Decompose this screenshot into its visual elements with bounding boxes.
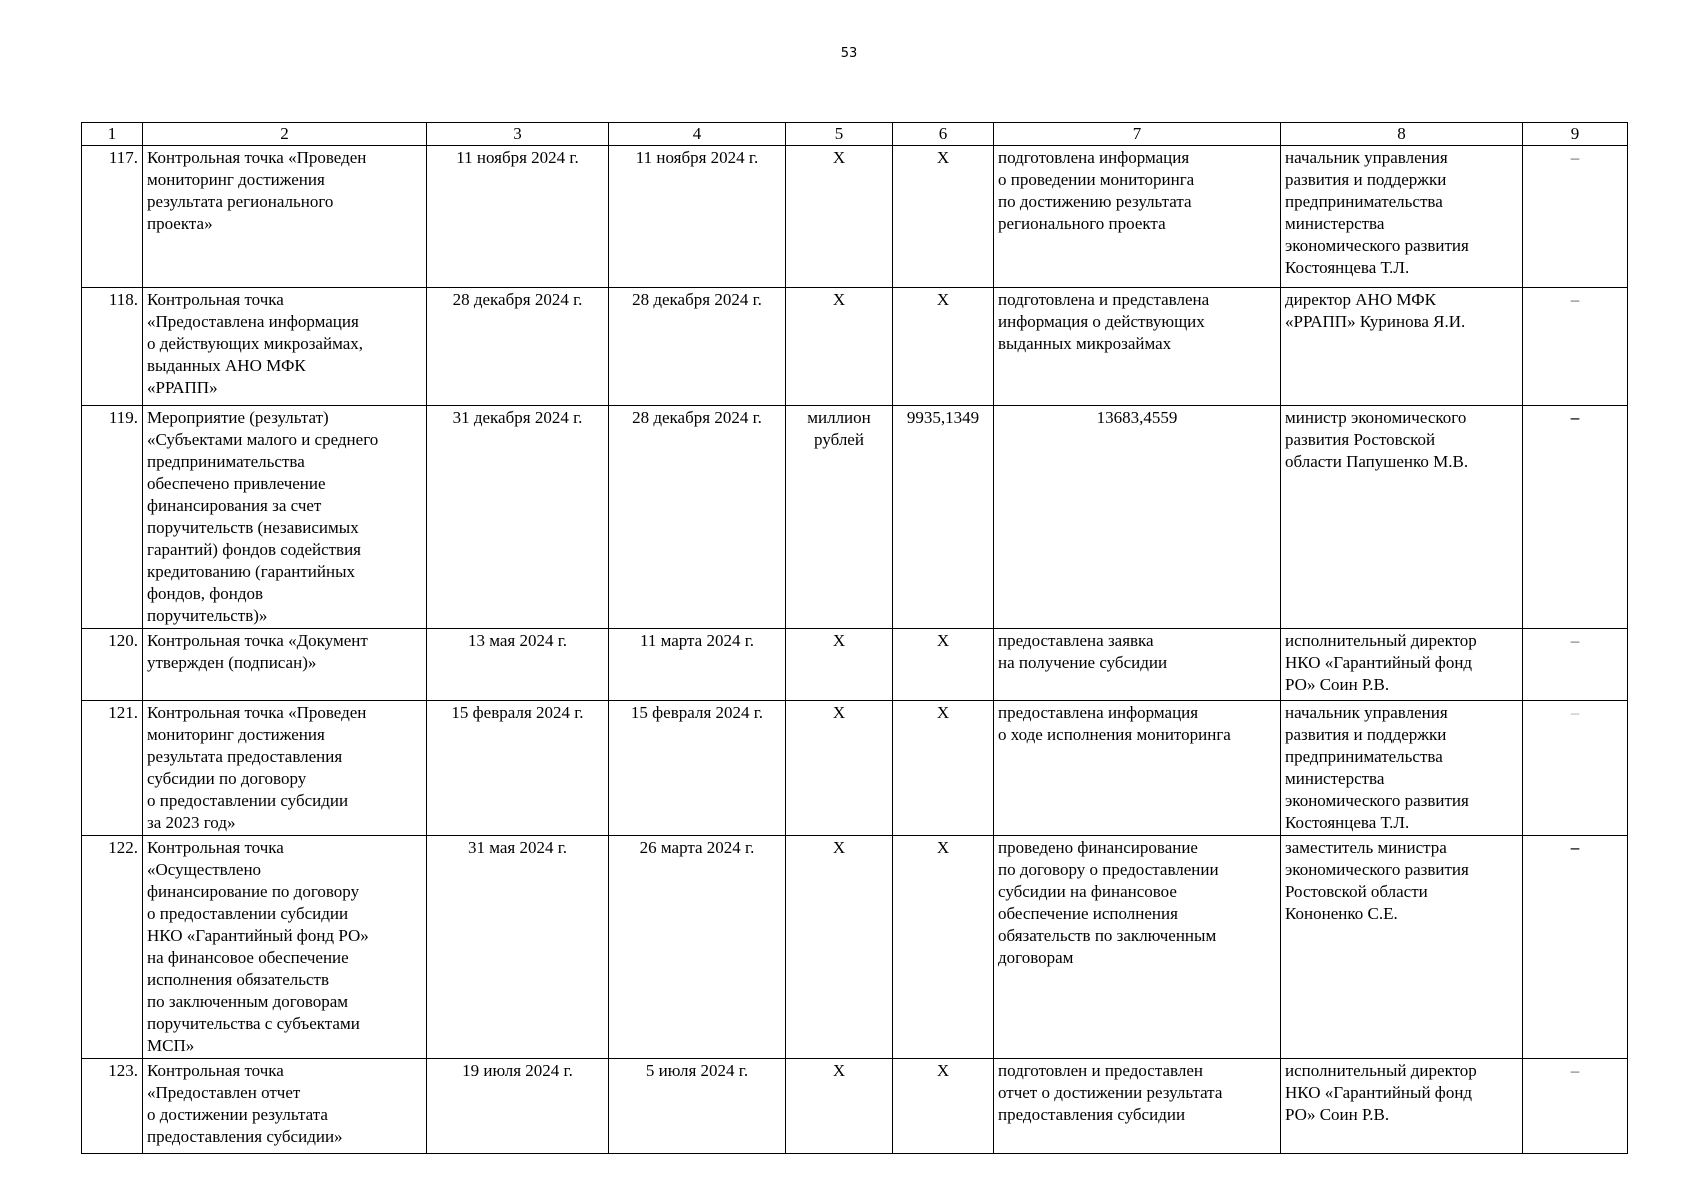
dash-mark: – bbox=[1570, 838, 1580, 857]
row-number: 117. bbox=[82, 146, 143, 288]
column-number: 1 bbox=[82, 123, 143, 146]
planned-date: 15 февраля 2024 г. bbox=[427, 701, 609, 836]
responsible-cell: исполнительный директор НКО «Гарантийный фонд РО» Соин Р.В. bbox=[1281, 1059, 1523, 1154]
item-name: Контрольная точка «Осуществлено финансирование по договору о предоставлении субсидии НКО «Гарантийный фонд РО» на финансовое обеспечение исполнения обязательств по заключенным договорам поручительства с субъектами МСП» bbox=[143, 836, 427, 1059]
plan-table bbox=[81, 122, 1628, 1154]
result-cell: предоставлена заявка на получение субсидии bbox=[994, 629, 1281, 701]
planned-date: 13 мая 2024 г. bbox=[427, 629, 609, 701]
column-number: 6 bbox=[893, 123, 994, 146]
unit-cell: X bbox=[786, 701, 893, 836]
responsible-cell: министр экономического развития Ростовской области Папушенко М.В. bbox=[1281, 406, 1523, 629]
planned-date: 19 июля 2024 г. bbox=[427, 1059, 609, 1154]
table-row bbox=[82, 406, 1628, 629]
column-number: 9 bbox=[1523, 123, 1628, 146]
unit-cell: X bbox=[786, 146, 893, 288]
column-number: 8 bbox=[1281, 123, 1523, 146]
actual-date: 11 марта 2024 г. bbox=[609, 629, 786, 701]
result-cell: подготовлен и предоставлен отчет о достижении результата предоставления субсидии bbox=[994, 1059, 1281, 1154]
row-number: 118. bbox=[82, 288, 143, 406]
actual-date: 5 июля 2024 г. bbox=[609, 1059, 786, 1154]
dash-mark: – bbox=[1570, 290, 1580, 309]
planned-date: 31 мая 2024 г. bbox=[427, 836, 609, 1059]
planned-date: 11 ноября 2024 г. bbox=[427, 146, 609, 288]
column-number: 3 bbox=[427, 123, 609, 146]
responsible-cell: заместитель министра экономического развития Ростовской области Кононенко С.Е. bbox=[1281, 836, 1523, 1059]
note-cell bbox=[1523, 1059, 1628, 1154]
note-cell bbox=[1523, 146, 1628, 288]
planned-date: 28 декабря 2024 г. bbox=[427, 288, 609, 406]
item-name: Контрольная точка «Предоставлен отчет о достижении результата предоставления субсидии» bbox=[143, 1059, 427, 1154]
note-cell bbox=[1523, 701, 1628, 836]
unit-cell: миллион рублей bbox=[786, 406, 893, 629]
note-cell bbox=[1523, 406, 1628, 629]
unit-cell: X bbox=[786, 836, 893, 1059]
value-cell: X bbox=[893, 1059, 994, 1154]
item-name: Контрольная точка «Предоставлена информация о действующих микрозаймах, выданных АНО МФК «РРАПП» bbox=[143, 288, 427, 406]
result-cell: подготовлена и представлена информация о действующих выданных микрозаймах bbox=[994, 288, 1281, 406]
unit-cell: X bbox=[786, 629, 893, 701]
page-number: 53 bbox=[840, 46, 858, 61]
row-number: 120. bbox=[82, 629, 143, 701]
value-cell: 9935,1349 bbox=[893, 406, 994, 629]
row-number: 123. bbox=[82, 1059, 143, 1154]
result-cell: 13683,4559 bbox=[994, 406, 1281, 629]
dash-mark: – bbox=[1570, 408, 1580, 427]
planned-date: 31 декабря 2024 г. bbox=[427, 406, 609, 629]
value-cell: X bbox=[893, 701, 994, 836]
row-number: 119. bbox=[82, 406, 143, 629]
value-cell: X bbox=[893, 288, 994, 406]
value-cell: X bbox=[893, 836, 994, 1059]
column-number-row bbox=[82, 123, 1628, 146]
note-cell bbox=[1523, 288, 1628, 406]
column-number: 2 bbox=[143, 123, 427, 146]
actual-date: 28 декабря 2024 г. bbox=[609, 288, 786, 406]
result-cell: предоставлена информация о ходе исполнения мониторинга bbox=[994, 701, 1281, 836]
value-cell: X bbox=[893, 146, 994, 288]
item-name: Контрольная точка «Проведен мониторинг достижения результата предоставления субсидии по договору о предоставлении субсидии за 2023 год» bbox=[143, 701, 427, 836]
column-number: 7 bbox=[994, 123, 1281, 146]
dash-mark: – bbox=[1570, 631, 1580, 650]
column-number: 4 bbox=[609, 123, 786, 146]
row-number: 121. bbox=[82, 701, 143, 836]
item-name: Мероприятие (результат) «Субъектами малого и среднего предпринимательства обеспечено привлечение финансирования за счет поручительств (независимых гарантий) фондов содействия кредитованию (гарантийных фондов, фондов поручительств)» bbox=[143, 406, 427, 629]
unit-cell: X bbox=[786, 288, 893, 406]
result-cell: проведено финансирование по договору о предоставлении субсидии на финансовое обеспечение исполнения обязательств по заключенным договорам bbox=[994, 836, 1281, 1059]
responsible-cell: исполнительный директор НКО «Гарантийный фонд РО» Соин Р.В. bbox=[1281, 629, 1523, 701]
note-cell bbox=[1523, 836, 1628, 1059]
table-row bbox=[82, 836, 1628, 1059]
actual-date: 15 февраля 2024 г. bbox=[609, 701, 786, 836]
value-cell: X bbox=[893, 629, 994, 701]
responsible-cell: начальник управления развития и поддержки предпринимательства министерства экономического развития Костоянцева Т.Л. bbox=[1281, 701, 1523, 836]
actual-date: 26 марта 2024 г. bbox=[609, 836, 786, 1059]
dash-mark: – bbox=[1570, 703, 1580, 722]
dash-mark: – bbox=[1570, 148, 1580, 167]
item-name: Контрольная точка «Документ утвержден (подписан)» bbox=[143, 629, 427, 701]
table-row bbox=[82, 146, 1628, 288]
actual-date: 28 декабря 2024 г. bbox=[609, 406, 786, 629]
result-cell: подготовлена информация о проведении мониторинга по достижению результата регионального проекта bbox=[994, 146, 1281, 288]
responsible-cell: директор АНО МФК «РРАПП» Куринова Я.И. bbox=[1281, 288, 1523, 406]
row-number: 122. bbox=[82, 836, 143, 1059]
unit-cell: X bbox=[786, 1059, 893, 1154]
table-row bbox=[82, 701, 1628, 836]
table-row bbox=[82, 288, 1628, 406]
table-row bbox=[82, 629, 1628, 701]
item-name: Контрольная точка «Проведен мониторинг достижения результата регионального проекта» bbox=[143, 146, 427, 288]
responsible-cell: начальник управления развития и поддержки предпринимательства министерства экономического развития Костоянцева Т.Л. bbox=[1281, 146, 1523, 288]
dash-mark: – bbox=[1570, 1061, 1580, 1080]
actual-date: 11 ноября 2024 г. bbox=[609, 146, 786, 288]
table-row bbox=[82, 1059, 1628, 1154]
column-number: 5 bbox=[786, 123, 893, 146]
note-cell bbox=[1523, 629, 1628, 701]
